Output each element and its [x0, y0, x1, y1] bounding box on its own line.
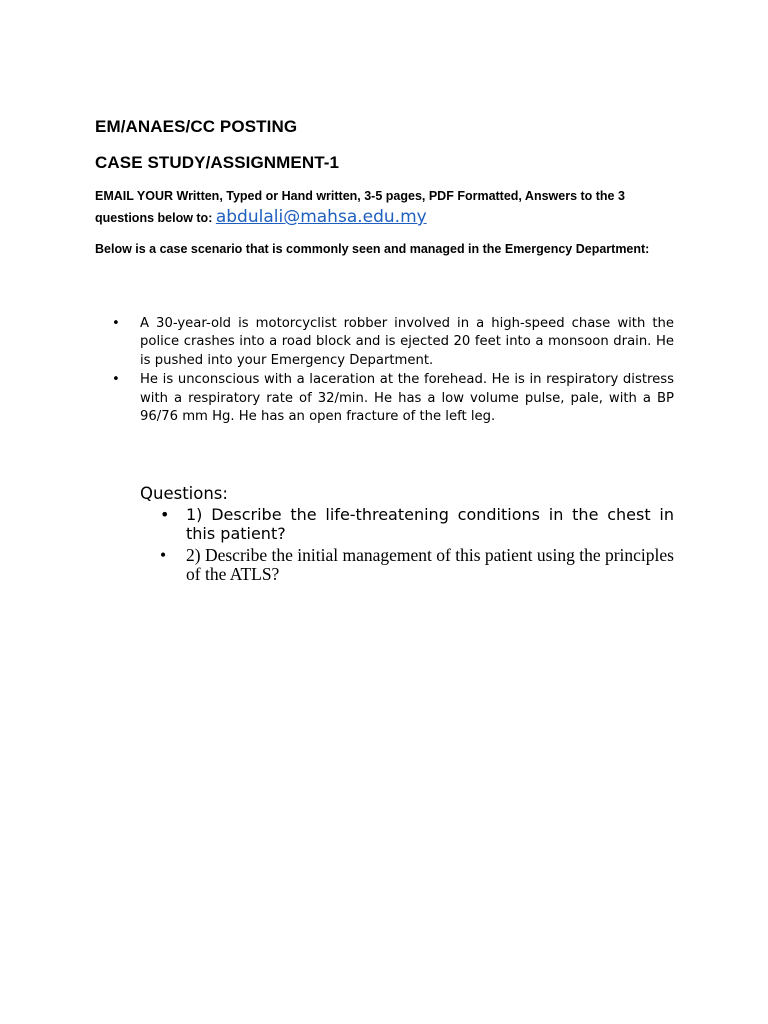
intro-text: Below is a case scenario that is commonly seen and managed in the Emergency Department:	[95, 242, 650, 256]
email-instruction	[95, 186, 685, 229]
questions-heading: Questions:	[140, 484, 228, 503]
email-instruction-text: EMAIL YOUR Written, Typed or Hand written, 3-5 pages, PDF Formatted, Answers to the 3 questions below to:	[95, 189, 625, 225]
bullet-icon: •	[160, 505, 170, 524]
bullet-icon: •	[112, 372, 120, 388]
bullet-icon: •	[112, 316, 120, 331]
scenario-item	[112, 315, 674, 370]
question-item	[160, 505, 674, 543]
scenario-item	[112, 371, 674, 426]
email-link[interactable]: abdulali@mahsa.edu.my	[215, 207, 427, 227]
scenario-text: He is unconscious with a laceration at the forehead. He is in respiratory distress with a respiratory rate of 32/min. He has a low volume pulse, pale, with a BP 96/76 mm Hg. He has an open fracture of the left leg.	[140, 372, 674, 425]
posting-title: EM/ANAES/CC POSTING	[95, 117, 298, 136]
assignment-title: CASE STUDY/ASSIGNMENT-1	[95, 153, 340, 172]
question-text: 2) Describe the initial management of this patient using the principles of the ATLS?	[186, 545, 674, 584]
scenario-list	[112, 315, 674, 427]
bullet-icon: •	[160, 545, 167, 565]
questions-list	[160, 505, 674, 587]
question-text: 1) Describe the life-threatening conditions in the chest in this patient?	[186, 505, 674, 543]
question-item	[160, 546, 674, 584]
scenario-text: A 30-year-old is motorcyclist robber involved in a high-speed chase with the police crashes into a road block and is ejected 20 feet into a monsoon drain. He is pushed into your Emergency Department.	[140, 316, 674, 368]
